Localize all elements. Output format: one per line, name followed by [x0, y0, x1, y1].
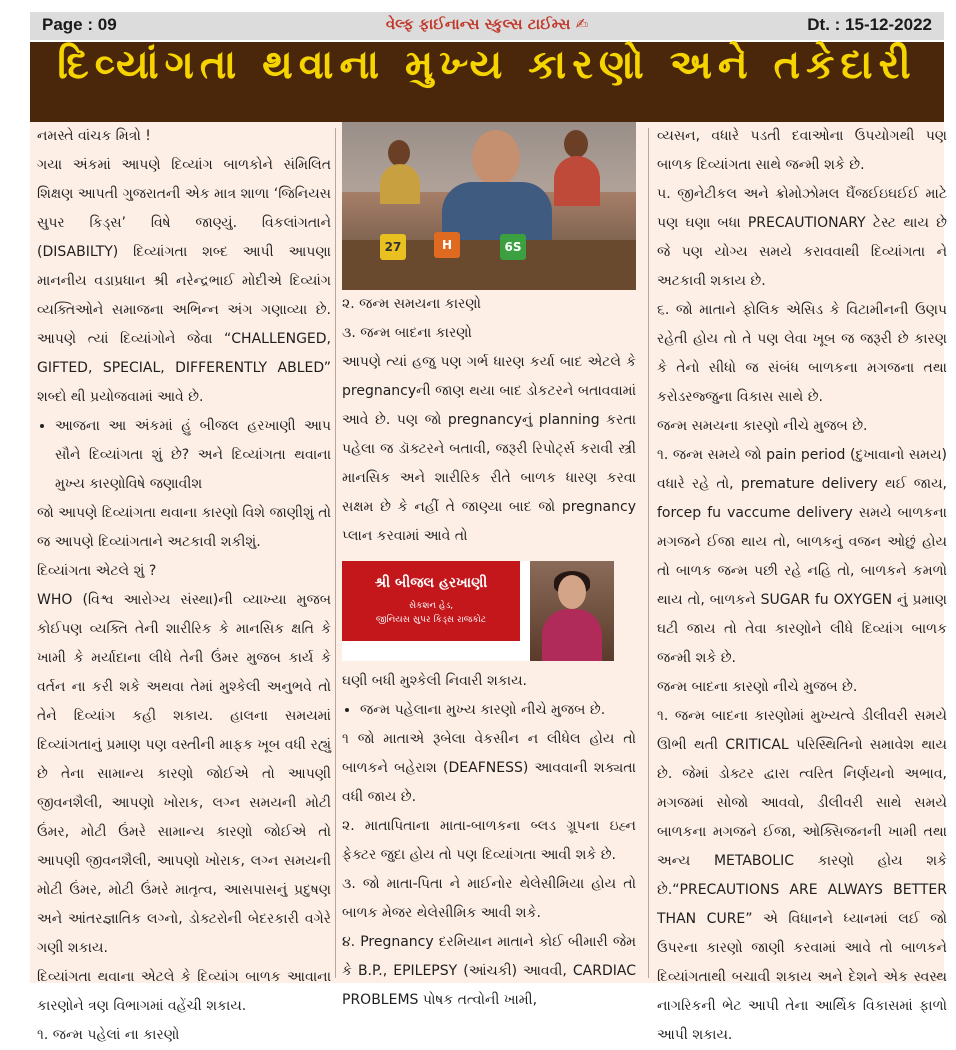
toy-block: H — [434, 232, 460, 258]
photo-child-head — [388, 140, 410, 166]
author-role: સેકશન હેડ, — [408, 601, 454, 611]
column-divider — [335, 128, 336, 978]
paragraph: જન્મ બાદના કારણો નીચે મુજબ છે. — [657, 679, 858, 695]
photo-child-head — [472, 130, 520, 186]
paragraph: WHO (વિશ્વ આરોગ્ય સંસ્થા)ની વ્યાખ્યા મુજબ કોઈપણ વ્યક્તિ તેની શારીરિક કે માનસિક ક્ષતિ કે ખામી કે મર્યાદાના લીધે તેની ઉંમર મુજબ કાર્ય કે વર્તન ના કરી શકે અથવા તેમાં મુશ્કેલી અનુભવે તો તેને દિવ્યાંગ કહી શકાય. હાલના સમયમાં દિવ્યાંગતાનું પ્રમાણ પણ વસ્તીની માફક ખૂબ વધી રહ્યું છે તેના સામાન્ય કારણો જોઈએ તો આપણી જીવનશૈલી, આપણો ખોરાક, લગ્ન સમયની મોટી ઉંમર, મોટી ઉંમરે સામાન્ય કારણો જોઈએ તો આપણી જીવનશૈલી, આપણો ખોરાક, લગ્ન સમયની મોટી ઉંમર, મોટી ઉંમરે માતૃત્વ, આસપાસનું પ્રદુષણ અને આંતરજ્ઞાતિક લગ્નો, ડોક્ટરોની બેદરકારી વગેરે ગણી શકાય. — [37, 592, 331, 956]
list-item: ૧. જન્મ પહેલાં ના કારણો — [37, 1027, 180, 1043]
photo-child-body — [554, 156, 600, 206]
byline-banner — [342, 561, 520, 641]
photo-child-body — [380, 164, 420, 204]
paragraph: વ્યસન, વધારે પડતી દવાઓના ઉપયોગથી પણ બાળક દિવ્યાંગતા સાથે જન્મી શકે છે. — [657, 128, 947, 173]
column-2 — [342, 122, 636, 1015]
issue-date: Dt. : 15-12-2022 — [807, 15, 932, 34]
paragraph: ૪. Pregnancy દરમિયાન માતાને કોઈ બીમારી જેમ કે B.P., EPILEPSY (આંચકી) આવવી, CARDIAC PROBLEMS પોષક તત્વોની ખામી, — [342, 934, 636, 1008]
paragraph: ૨. માતાપિતાના માતા-બાળકના બ્લડ ગ્રૂપના ઇહ્ન ફેક્ટર જુદા હોય તો પણ દિવ્યાંગતા આવી શકે છે. — [342, 818, 636, 863]
column-divider — [648, 128, 649, 978]
author-photo-face — [558, 575, 586, 609]
paragraph: ૧. જન્મ સમયે જો pain period (દુખાવાનો સમય) વધારે રહે તો, premature delivery થઈ જાય, forcep fu vaccume delivery સમયે બાળકના મગજને ઈજા થાય તો, બાળકનું વજન ઓછું હોય તો બાળક જન્મ પછી રહે નહિ તો, બાળકને કમળો થાય તો, બાળકને SUGAR fu OXYGEN નું પ્રમાણ ઘટી જાય તો તેવા કારણોને લીધે દિવ્યાંગ બાળક જન્મી શકે છે. — [657, 447, 947, 666]
toy-block: 27 — [380, 234, 406, 260]
article-headline: દિવ્યાંગતા થવાના મુખ્ય કારણો અને તકેદારી — [30, 42, 944, 122]
page-header-bar — [30, 12, 944, 40]
toy-block: 6S — [500, 234, 526, 260]
paragraph: જો આપણે દિવ્યાંગતા થવાના કારણો વિશે જાણીશું તો જ આપણે દિવ્યાંગતાને અટકાવી શકીશું. — [37, 505, 331, 550]
list-item: ૩. જન્મ બાદના કારણો — [342, 325, 472, 341]
paragraph: જન્મ સમયના કારણો નીચે મુજબ છે. — [657, 418, 868, 434]
bullet-list — [37, 412, 331, 499]
paragraph: ૫. જીનેટીકલ અને ક્રોમોઝોમલ ઘૈંજઈઇઘઈઈ માટે પણ ઘણા બધા PRECAUTIONARY ટેસ્ટ થાય છે જે પણ યોગ્ય સમયે કરાવવાથી દિવ્યાંગતા ને અટકાવી શકાય છે. — [657, 186, 947, 289]
author-name: શ્રી બીજલ હરખાણી — [374, 575, 488, 591]
column-1 — [37, 122, 331, 1050]
paragraph: ૬. જો માતાને ફોલિક એસિડ કે વિટામીનની ઉણપ રહેતી હોય તો તે પણ લેવા ખૂબ જ જરૂરી છે કારણ કે તેનો સીધો જ સંબંધ બાળકના મગજના તથા કરોડરજ્જુના વિકાસ સાથે છે. — [657, 302, 947, 405]
newspaper-masthead: વેલ્ફ ફાઈનાન્સ સ્કુલ્સ ટાઈમ્સ ✍ — [385, 15, 589, 33]
author-photo-body — [542, 609, 602, 661]
paragraph: ૧. જન્મ બાદના કારણોમાં મુખ્યત્વે ડીલીવરી સમયે ઊભી થતી CRITICAL પરિસ્થિતિનો સમાવેશ થાય છે. જેમાં ડોક્ટર દ્વારા ત્વરિત નિર્ણયનો અભાવ, મગજમાં સોજો આવવો, ડીલીવરી સાથે સમયે બાળકના મગજને ઈજા, ઓક્સિજનની ખામી તથા અન્ય METABOLIC કારણો હોય શકે છે.“PRECAUTIONS ARE ALWAYS BETTER THAN CURE” એ વિધાનને ધ્યાનમાં લઈ જો ઉપરના કારણો જાણી કરવામાં આવે તો બાળકને દિવ્યાંગતાથી બચાવી શકાય અને દેશને એક સ્વસ્થ નાગરિકની ભેટ આપી તેના આર્થિક વિકાસમાં ફાળો આપી શકાય. — [657, 708, 947, 1043]
column-3 — [657, 122, 947, 1050]
subheading: દિવ્યાંગતા એટલે શું ? — [37, 563, 157, 579]
paragraph: ૧ જો માતાએ રૂબેલા વેકસીન ન લીધેલ હોય તો બાળકને બહેરાશ (DEAFNESS) આવવાની શક્યતા વધી જાય છે. — [342, 731, 636, 805]
photo-child-head — [564, 130, 588, 158]
classroom-photo — [342, 122, 636, 290]
paragraph: ગયા અંકમાં આપણે દિવ્યાંગ બાળકોને સંમિલિત શિક્ષણ આપતી ગુજરાતની એક માત્ર શાળા ‘જિનિયસ સુપર કિડ્સ’ વિષે જાણ્યું. વિકલાંગતાને (DISABILTY) દિવ્યાંગતા શબ્દ આપી આપણા માનનીય વડાપ્રધાન શ્રી નરેન્દ્રભાઈ મોદીએ દિવ્યાંગ વ્યક્તિઓને સમાજના અભિન્ન અંગ ગણાવ્યા છે. આપણે ત્યાં દિવ્યાંગોને જેવા “CHALLENGED, GIFTED, SPECIAL, DIFFERENTLY ABLED” શબ્દો થી પ્રયોજવામાં આવે છે. — [37, 157, 331, 405]
paragraph: દિવ્યાંગતા થવાના એટલે કે દિવ્યાંગ બાળક આવાના કારણોને ત્રણ વિભાગમાં વહેંચી શકાય. — [37, 969, 331, 1014]
article-body — [30, 122, 947, 1043]
bullet-item: • જન્મ પહેલાના મુખ્ય કારણો નીચે મુજબ છે. — [360, 696, 636, 725]
author-photo — [530, 561, 614, 661]
bullet-item: • આજના આ અંકમાં હું બીજલ હરખાણી આપ સૌને દિવ્યાંગતા શું છે? અને દિવ્યાંગતા થવાના મુખ્ય કારણોવિષે જણાવીશ — [55, 412, 331, 499]
list-item: ૨. જન્મ સમયના કારણો — [342, 296, 481, 312]
bullet-list — [342, 696, 636, 725]
author-organization: જીનિયસ સુપર કિડ્સ રાજકોટ — [375, 615, 487, 625]
page-number: Page : 09 — [42, 15, 117, 34]
greeting-text: નમસ્તે વાંચક મિત્રો ! — [37, 128, 151, 144]
paragraph: ઘણી બધી મુશ્કેલી નિવારી શકાય. — [342, 673, 527, 689]
author-byline — [342, 561, 614, 661]
paragraph: ૩. જો માતા-પિતા ને માઈનોર થેલેસીમિયા હોય તો બાળક મેજર થેલેસીમિક આવી શકે. — [342, 876, 636, 921]
paragraph: આપણે ત્યાં હજુ પણ ગર્ભ ધારણ કર્યા બાદ એટલે કે pregnancyની જાણ થયા બાદ ડોકટરને બતાવવામાં આવે છે. પણ જો pregnancyનું planning કરતા પહેલા જ ડૉક્ટરને બતાવી, જરૂરી રિપોર્ટ્સ કરાવી સ્ત્રી માનસિક અને શારીરિક રીતે બાળક ધારણ કરવા સક્ષમ છે કે નહીં તે જાણ્યા બાદ જો pregnancy પ્લાન કરવામાં આવે તો — [342, 354, 636, 544]
